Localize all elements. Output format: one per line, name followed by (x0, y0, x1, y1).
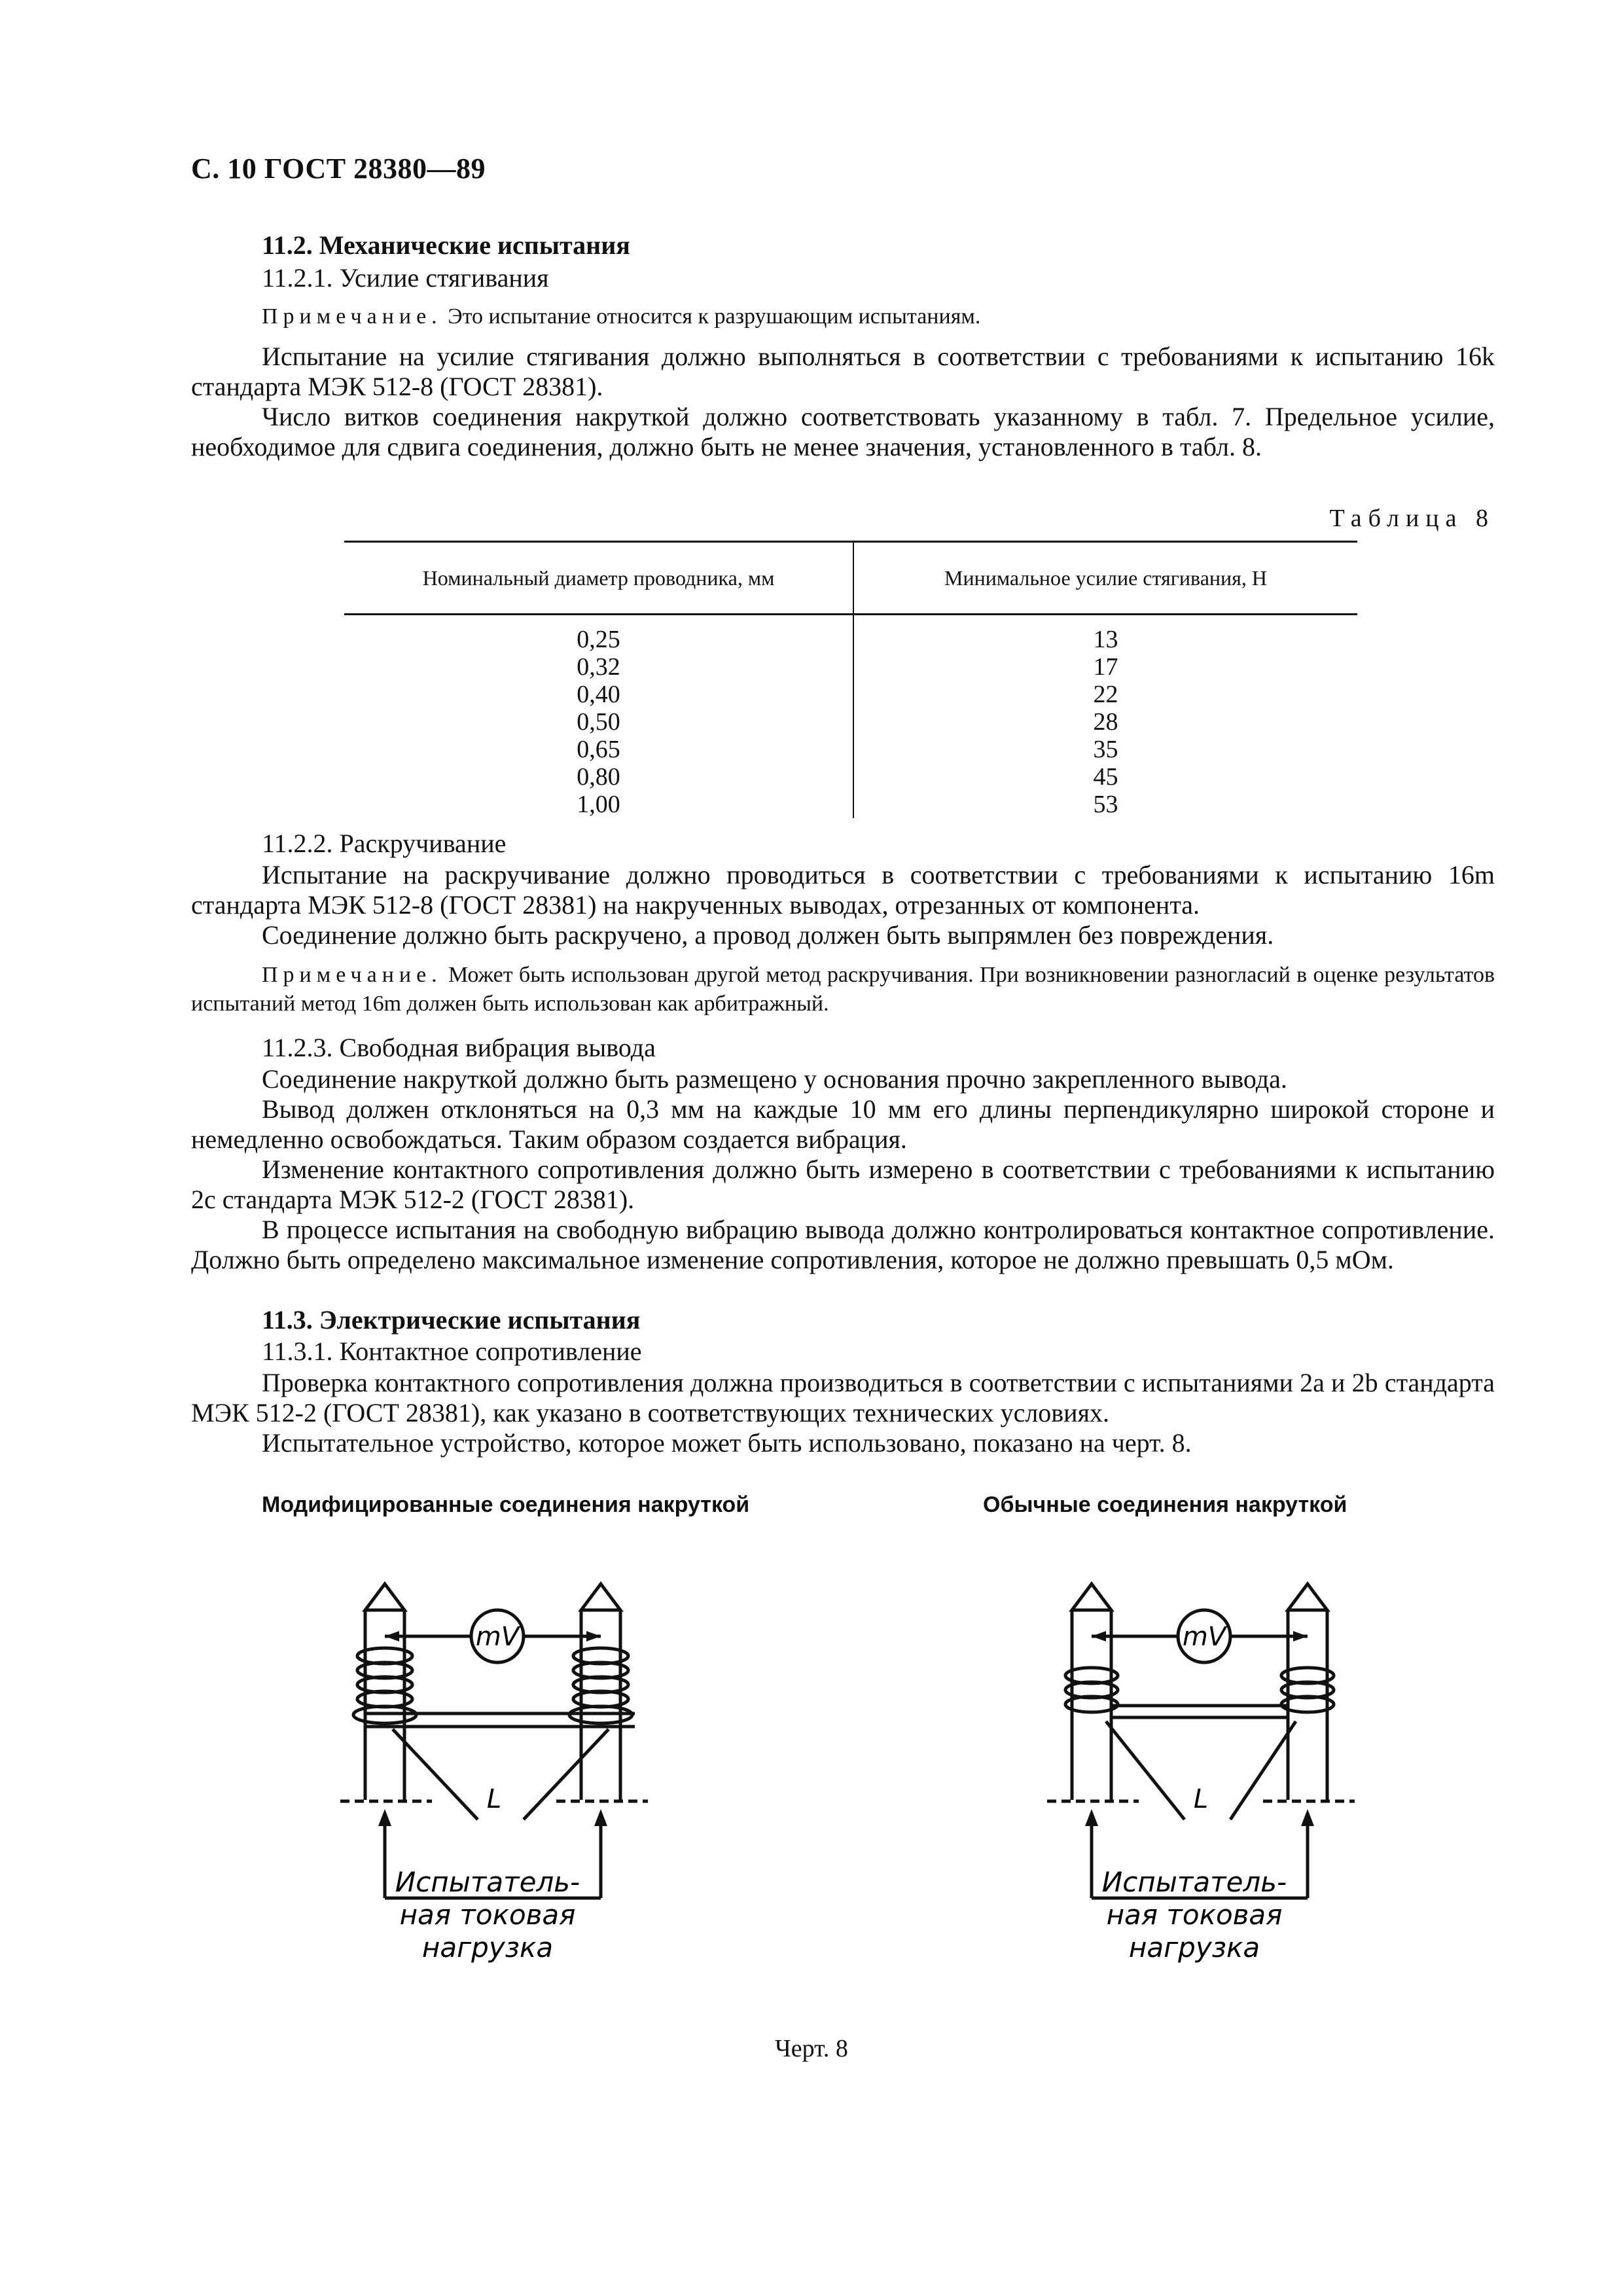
paragraph-10: Испытательное устройство, которое может быть использовано, показано на черт. 8. (262, 1428, 1192, 1458)
note-2: Примечание. Может быть использован другой метод раскручивания. При возникновении разногласий в оценке результатов испытаний метод 16m должен быть использован как арбитражный. (191, 963, 1495, 1016)
section-11-3-1: 11.3.1. Контактное сопротивление (262, 1336, 642, 1366)
paragraph-6: Вывод должен отклоняться на 0,3 мм на каждые 10 мм его длины перпендикулярно широкой стороне и немедленно освобождаться. Таким образом создается вибрация. (191, 1094, 1495, 1154)
figure-ordinary-connection (1034, 1558, 1414, 1964)
section-11-2-2: 11.2.2. Раскручивание (262, 829, 507, 858)
load-label-line2: ная токовая (399, 1899, 576, 1931)
paragraph-4: Соединение должно быть раскручено, а провод должен быть выпрямлен без повреждения. (262, 920, 1274, 950)
paragraph-1: Испытание на усилие стягивания должно выполняться в соответствии с требованиями к испытанию 16k стандарта МЭК 512-8 (ГОСТ 28381). (191, 342, 1495, 401)
table-header-force: Минимальное усилие стягивания, Н (853, 542, 1357, 615)
table-row: 1,00 53 (344, 791, 1357, 818)
meter-label: mV (475, 1622, 520, 1652)
table-row: 0,32 17 (344, 653, 1357, 681)
load-label-line3: нагрузка (421, 1931, 554, 1964)
table-row: 0,25 13 (344, 615, 1357, 654)
paragraph-9: Проверка контактного сопротивления должна производиться в соответствии с испытаниями 2а и 2b стандарта МЭК 512-2 (ГОСТ 28381), как указано в соответствующих технических условиях. (191, 1368, 1495, 1427)
length-label: L (486, 1784, 502, 1814)
load-label-line1: Испытатель- (395, 1866, 580, 1898)
paragraph-3: Испытание на раскручивание должно проводиться в соответствии с требованиями к испытанию 16m стандарта МЭК 512-8 (ГОСТ 28381) на накрученных выводах, отрезанных от компонента. (191, 860, 1495, 920)
figure-modified-connection (327, 1558, 707, 1964)
section-11-2-3: 11.2.3. Свободная вибрация вывода (262, 1033, 656, 1062)
meter-label: mV (1182, 1622, 1226, 1652)
paragraph-5: Соединение накруткой должно быть размещено у основания прочно закрепленного вывода. (262, 1064, 1287, 1094)
load-label-line1: Испытатель- (1101, 1866, 1287, 1898)
section-11-3-title: 11.3. Электрические испытания (262, 1305, 641, 1335)
length-label: L (1193, 1784, 1209, 1814)
load-label-line3: нагрузка (1128, 1931, 1260, 1964)
figure-left-title: Модифицированные соединения накруткой (262, 1492, 750, 1517)
paragraph-2: Число витков соединения накруткой должно соответствовать указанному в табл. 7. Предельное усилие, необходимое для сдвига соединения, должно быть не менее значения, установленного в табл. 8. (191, 402, 1495, 461)
load-label-line2: ная токовая (1106, 1899, 1283, 1931)
table-row: 0,80 45 (344, 763, 1357, 791)
note-1: Примечание. Это испытание относится к разрушающим испытаниям. (262, 304, 981, 329)
table-row: 0,40 22 (344, 681, 1357, 708)
paragraph-7: Изменение контактного сопротивления должно быть измерено в соответствии с требованиями к испытанию 2с стандарта МЭК 512-2 (ГОСТ 28381). (191, 1155, 1495, 1214)
table-row: 0,50 28 (344, 708, 1357, 736)
table-caption: Таблица 8 (1329, 505, 1495, 532)
table-row: 0,65 35 (344, 736, 1357, 763)
page-header: С. 10 ГОСТ 28380—89 (191, 152, 486, 185)
table-8 (344, 541, 1357, 818)
section-11-2-title: 11.2. Механические испытания (262, 230, 630, 260)
table-header-diameter: Номинальный диаметр проводника, мм (344, 542, 853, 615)
figure-caption: Черт. 8 (775, 2035, 848, 2062)
figure-right-title: Обычные соединения накруткой (983, 1492, 1347, 1517)
paragraph-8: В процессе испытания на свободную вибрацию вывода должно контролироваться контактное сопротивление. Должно быть определено максимальное изменение сопротивления, которое не должно превышать 0,5 мОм. (191, 1215, 1495, 1274)
section-11-2-1: 11.2.1. Усилие стягивания (262, 263, 549, 293)
